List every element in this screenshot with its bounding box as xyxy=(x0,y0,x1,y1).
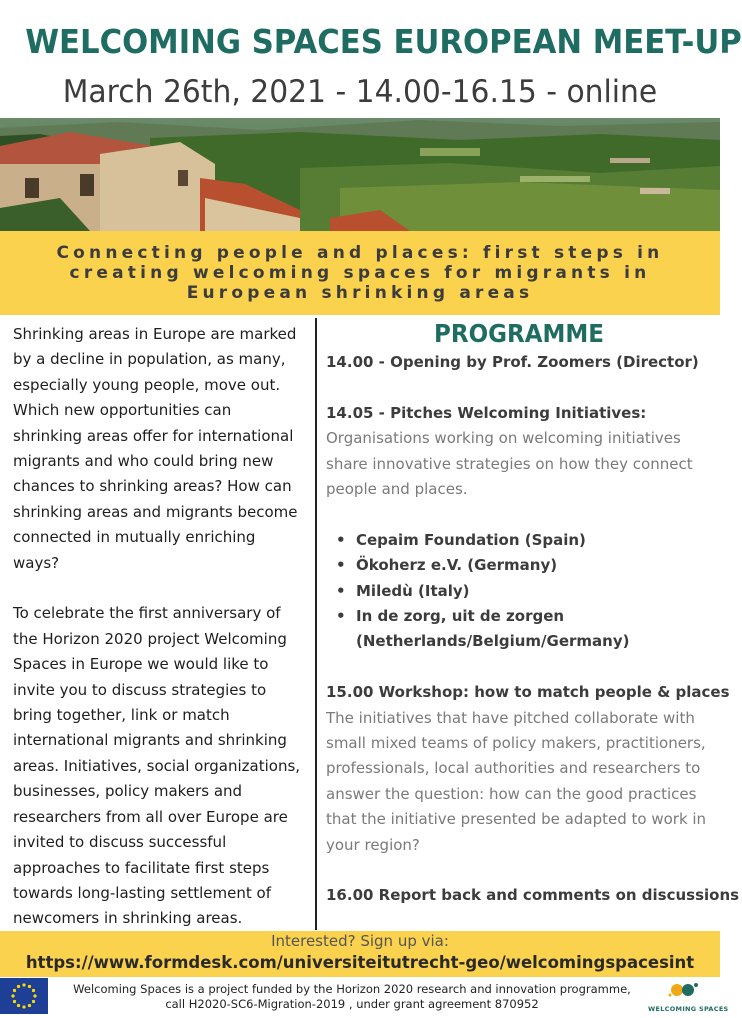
programme-workshop-heading: 15.00 Workshop: how to match people & places xyxy=(326,683,730,702)
banner-line: Connecting people and places: first steps in xyxy=(56,243,664,263)
text-line: international migrants and shrinking xyxy=(13,731,287,750)
footer xyxy=(0,977,729,1014)
intro-paragraph-2 xyxy=(13,601,311,931)
text-line: small mixed teams of policy makers, practitioners, xyxy=(326,734,706,753)
text-line: To celebrate the first anniversary of xyxy=(13,604,281,623)
text-line: invite you to discuss strategies to xyxy=(13,680,267,699)
text-line: that the initiative presented be adapted to work in xyxy=(326,810,707,829)
programme-report: 16.00 Report back and comments on discussions xyxy=(326,886,740,905)
text-line: people and places. xyxy=(326,480,468,499)
eu-flag-icon xyxy=(0,978,48,1014)
logo-text: WELCOMING SPACES xyxy=(648,1005,729,1013)
welcoming-spaces-logo xyxy=(648,979,729,1013)
text-line: invited to discuss successful xyxy=(13,833,227,852)
event-date-time: March 26th, 2021 - 14.00-16.15 - online xyxy=(62,74,658,110)
subtitle-banner xyxy=(0,231,720,315)
page-title: WELCOMING SPACES EUROPEAN MEET-UP xyxy=(25,22,742,61)
text-line: your region? xyxy=(326,835,420,854)
text-line: towards long-lasting settlement of xyxy=(13,883,271,902)
text-line: areas. Initiatives, social organizations, xyxy=(13,756,301,775)
text-line: newcomers in shrinking areas. xyxy=(13,909,243,928)
text-line: migrants and who could bring new xyxy=(13,452,274,471)
text-line: The initiatives that have pitched collaborate with xyxy=(326,708,695,727)
list-item: • Miledù (Italy) xyxy=(336,579,720,604)
hillside-village-image xyxy=(0,118,720,231)
text-line: professionals, local authorities and researchers to xyxy=(326,759,701,778)
text-line: Shrinking areas in Europe are marked xyxy=(13,325,297,343)
intro-paragraph-1 xyxy=(13,322,311,576)
text-line: answer the question: how can the good practices xyxy=(326,784,697,803)
banner-line: European shrinking areas xyxy=(186,283,534,303)
list-item: • Cepaim Foundation (Spain) xyxy=(336,528,720,553)
banner-line: creating welcoming spaces for migrants in xyxy=(69,263,651,283)
hero-photo xyxy=(0,118,720,231)
text-line: call H2020-SC6-Migration-2019 , under grant agreement 870952 xyxy=(165,997,539,1011)
programme-title: PROGRAMME xyxy=(434,319,604,348)
header xyxy=(0,0,742,118)
text-line: Organisations working on welcoming initiatives xyxy=(326,429,681,448)
column-divider xyxy=(315,318,317,930)
text-line: bring together, link or match xyxy=(13,706,230,725)
text-line: Spaces in Europe we would like to xyxy=(13,655,269,674)
text-line: especially young people, move out. xyxy=(13,375,281,394)
initiatives-list xyxy=(336,528,720,630)
text-line: share innovative strategies on how they connect xyxy=(326,454,693,473)
initiative-countries: (Netherlands/Belgium/Germany) xyxy=(356,632,630,651)
text-line: Which new opportunities can xyxy=(13,401,232,420)
text-line: ways? xyxy=(13,553,60,572)
signup-link[interactable]: https://www.formdesk.com/universiteitutrecht-geo/welcomingspacesint xyxy=(25,953,695,972)
signup-banner xyxy=(0,931,720,977)
text-line: the Horizon 2020 project Welcoming xyxy=(13,629,287,648)
text-line: approaches to facilitate first steps xyxy=(13,858,270,877)
text-line: Welcoming Spaces is a project funded by the Horizon 2020 research and innovation programme, xyxy=(73,982,631,996)
text-line: shrinking areas and migrants become xyxy=(13,502,298,521)
text-line: shrinking areas offer for international xyxy=(13,426,294,445)
programme-opening: 14.00 - Opening by Prof. Zoomers (Director) xyxy=(326,353,699,371)
text-line: chances to shrinking areas? How can xyxy=(13,477,292,496)
programme-column xyxy=(326,318,740,930)
text-line: businesses, policy makers and xyxy=(13,782,243,801)
list-item: • In de zorg, uit de zorgen xyxy=(336,604,720,629)
signup-label: Interested? Sign up via: xyxy=(271,932,449,950)
text-line: by a decline in population, as many, xyxy=(13,350,286,369)
funding-statement xyxy=(62,982,642,1012)
intro-column xyxy=(13,322,311,932)
text-line: connected in mutually enriching xyxy=(13,528,256,547)
list-item: • Ökoherz e.V. (Germany) xyxy=(336,553,720,578)
programme-pitches-heading: 14.05 - Pitches Welcoming Initiatives: xyxy=(326,403,647,422)
logo-mark-icon xyxy=(664,979,704,1001)
text-line: researchers from all over Europe are xyxy=(13,807,288,826)
